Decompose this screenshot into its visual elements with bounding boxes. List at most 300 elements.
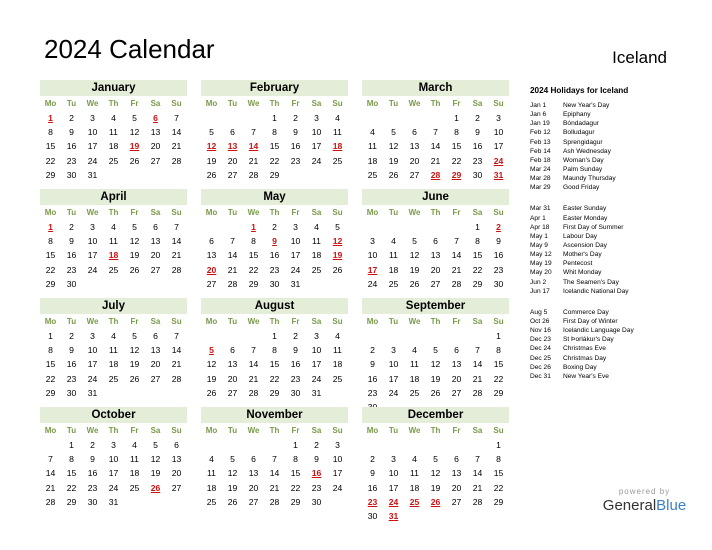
day-cell [362, 111, 383, 125]
day-cell: 21 [171, 250, 182, 261]
holiday-item [530, 344, 700, 353]
day-cell [222, 111, 243, 125]
weekday-label: Su [332, 208, 343, 217]
holiday-name: First Day of Winter [563, 317, 618, 325]
day-cell: 5 [230, 454, 235, 465]
day-cell: 19 [150, 468, 161, 479]
day-cell: 10 [388, 359, 399, 370]
day-cell: 13 [150, 236, 161, 247]
day-cell [82, 277, 103, 291]
holiday-day-cell: 5 [209, 345, 214, 356]
day-cell: 29 [269, 387, 280, 398]
day-cell: 7 [433, 127, 438, 138]
day-cell: 6 [230, 127, 235, 138]
holiday-date: Mar 29 [530, 184, 551, 192]
day-cell: 12 [129, 127, 140, 138]
weekday-header-row [362, 97, 509, 111]
day-cell: 19 [227, 482, 238, 493]
weekday-label: Fr [291, 208, 300, 217]
day-cell: 17 [108, 468, 119, 479]
holiday-date: Jan 6 [530, 111, 547, 119]
day-cell: 16 [87, 468, 98, 479]
week-row [40, 495, 187, 509]
week-row [362, 154, 509, 168]
holiday-date: Aug 5 [530, 308, 548, 316]
holiday-item [530, 183, 700, 192]
day-cell [201, 329, 222, 343]
week-row [362, 452, 509, 466]
weekday-header-row [201, 424, 348, 438]
weekday-label: Mo [366, 208, 379, 217]
weekday-label: Fr [130, 99, 139, 108]
holiday-date: Mar 31 [530, 205, 551, 213]
week-row [201, 438, 348, 452]
day-cell: 29 [45, 169, 56, 180]
weekday-label: Su [171, 426, 182, 435]
day-cell: 22 [45, 155, 56, 166]
holiday-item [530, 165, 700, 174]
day-cell: 7 [251, 127, 256, 138]
weekday-label: We [247, 317, 260, 326]
day-cell: 28 [269, 496, 280, 507]
week-row [362, 139, 509, 153]
day-cell [103, 386, 124, 400]
week-row [40, 248, 187, 262]
weekday-label: Tu [227, 208, 238, 217]
day-cell [124, 277, 145, 291]
day-cell: 18 [129, 468, 140, 479]
day-cell: 24 [332, 482, 343, 493]
holiday-name: New Year's Eve [563, 372, 609, 380]
week-row [201, 220, 348, 234]
day-cell: 16 [66, 141, 77, 152]
holiday-name: Commerce Day [563, 308, 609, 316]
day-cell: 28 [472, 387, 483, 398]
day-cell: 25 [129, 482, 140, 493]
holiday-name: Sprengidagur [563, 138, 603, 146]
day-cell: 10 [290, 236, 301, 247]
day-cell: 26 [409, 278, 420, 289]
day-cell: 29 [66, 496, 77, 507]
holiday-date: Feb 13 [530, 138, 551, 146]
day-cell: 31 [87, 169, 98, 180]
day-cell: 22 [290, 482, 301, 493]
holiday-date: May 20 [530, 269, 552, 277]
holiday-item [530, 119, 700, 128]
week-row [40, 168, 187, 182]
day-cell: 8 [293, 454, 298, 465]
holiday-date: Jun 17 [530, 287, 550, 295]
day-cell: 26 [129, 373, 140, 384]
day-cell: 4 [209, 454, 214, 465]
weekday-label: We [86, 99, 99, 108]
weekday-label: We [86, 317, 99, 326]
month-title: October [40, 407, 187, 423]
day-cell: 16 [472, 141, 483, 152]
day-cell: 12 [430, 359, 441, 370]
month-title: August [201, 298, 348, 314]
day-cell [40, 438, 61, 452]
holiday-item [530, 138, 700, 147]
day-cell [285, 168, 306, 182]
day-cell [362, 438, 383, 452]
day-cell: 29 [45, 387, 56, 398]
weekday-label: Sa [311, 208, 322, 217]
day-cell: 6 [433, 236, 438, 247]
month-june [362, 189, 509, 291]
day-cell: 19 [129, 359, 140, 370]
holiday-date: May 9 [530, 241, 548, 249]
weekday-label: Tu [227, 99, 238, 108]
day-cell: 19 [206, 373, 217, 384]
day-cell: 15 [451, 141, 462, 152]
holiday-day-cell: 12 [332, 236, 343, 247]
day-cell: 8 [496, 345, 501, 356]
holiday-day-cell: 6 [153, 113, 158, 123]
day-cell: 26 [206, 169, 217, 180]
weekday-label: We [408, 426, 421, 435]
day-cell: 6 [230, 345, 235, 356]
day-cell: 11 [333, 345, 342, 356]
week-row [362, 343, 509, 357]
week-row [362, 168, 509, 182]
day-cell: 14 [451, 250, 462, 261]
holiday-name: Bolludagur [563, 129, 595, 137]
holiday-date: Feb 18 [530, 156, 551, 164]
day-cell [404, 329, 425, 343]
day-cell: 8 [48, 127, 53, 138]
month-title: February [201, 80, 348, 96]
day-cell: 17 [290, 250, 301, 261]
holiday-item [530, 317, 700, 326]
weekday-label: Mo [44, 317, 57, 326]
day-cell [488, 509, 509, 523]
day-cell: 16 [66, 359, 77, 370]
day-cell: 30 [66, 387, 77, 398]
day-cell [404, 438, 425, 452]
week-row [362, 277, 509, 291]
week-row [201, 495, 348, 509]
week-row [201, 329, 348, 343]
weekday-label: Th [108, 317, 119, 326]
day-cell: 25 [311, 264, 322, 275]
day-cell: 25 [108, 373, 119, 384]
day-cell: 31 [311, 387, 322, 398]
day-cell [404, 220, 425, 234]
day-cell: 12 [129, 345, 140, 356]
day-cell: 26 [430, 387, 441, 398]
day-cell: 24 [108, 482, 119, 493]
weekday-label: Su [171, 99, 182, 108]
day-cell: 10 [367, 250, 378, 261]
holiday-item [530, 101, 700, 110]
day-cell [145, 386, 166, 400]
weekday-label: Fr [291, 99, 300, 108]
weekday-label: Mo [205, 426, 218, 435]
weekday-label: Th [108, 208, 119, 217]
week-row [201, 154, 348, 168]
holiday-day-cell: 19 [332, 250, 343, 261]
day-cell [467, 438, 488, 452]
day-cell: 28 [472, 496, 483, 507]
holiday-date: Apr 18 [530, 223, 550, 231]
weekday-label: Sa [472, 317, 483, 326]
holiday-date: Apr 1 [530, 214, 546, 222]
day-cell: 18 [388, 264, 399, 275]
day-cell: 29 [290, 496, 301, 507]
day-cell: 30 [66, 169, 77, 180]
week-row [201, 357, 348, 371]
weekday-label: We [408, 317, 421, 326]
week-row [201, 234, 348, 248]
day-cell [166, 168, 187, 182]
day-cell: 22 [66, 482, 77, 493]
day-cell: 23 [66, 264, 77, 275]
day-cell: 28 [227, 278, 238, 289]
day-cell [383, 220, 404, 234]
month-january [40, 80, 187, 182]
day-cell [327, 168, 348, 182]
week-row [201, 168, 348, 182]
month-title: January [40, 80, 187, 96]
day-cell: 4 [412, 345, 417, 356]
holiday-date: May 1 [530, 232, 548, 240]
weekday-label: Sa [472, 208, 483, 217]
week-row [40, 481, 187, 495]
day-cell: 6 [251, 454, 256, 465]
holiday-day-cell: 19 [129, 141, 140, 152]
month-title: November [201, 407, 348, 423]
day-cell: 9 [475, 127, 480, 138]
day-cell: 20 [227, 155, 238, 166]
day-cell: 7 [174, 331, 179, 341]
holiday-name: Palm Sunday [563, 165, 603, 173]
day-cell [404, 509, 425, 523]
day-cell: 7 [475, 454, 480, 465]
day-cell: 21 [171, 141, 182, 152]
holiday-day-cell: 1 [48, 113, 53, 123]
holiday-item [530, 204, 700, 213]
day-cell: 7 [251, 345, 256, 356]
day-cell: 18 [409, 373, 420, 384]
day-cell: 2 [293, 331, 298, 341]
day-cell: 20 [409, 155, 420, 166]
weekday-label: Th [430, 317, 441, 326]
day-cell: 27 [206, 278, 217, 289]
day-cell: 10 [332, 454, 343, 465]
weekday-label: We [247, 426, 260, 435]
day-cell: 26 [129, 264, 140, 275]
day-cell: 1 [272, 331, 277, 341]
month-title: April [40, 189, 187, 205]
day-cell [327, 495, 348, 509]
holiday-day-cell: 9 [272, 236, 277, 247]
day-cell: 11 [410, 468, 419, 479]
day-cell: 10 [87, 345, 98, 356]
day-cell: 2 [314, 440, 319, 450]
day-cell: 20 [430, 264, 441, 275]
day-cell: 26 [227, 496, 238, 507]
weekday-label: Tu [227, 317, 238, 326]
day-cell: 2 [475, 113, 480, 123]
day-cell: 3 [90, 113, 95, 123]
holiday-list [530, 86, 700, 393]
month-title: June [362, 189, 509, 205]
holiday-date: Jan 1 [530, 102, 547, 109]
day-cell: 2 [370, 454, 375, 465]
weekday-label: Tu [66, 317, 77, 326]
weekday-label: Fr [452, 208, 461, 217]
day-cell: 4 [314, 222, 319, 232]
day-cell: 3 [335, 440, 340, 450]
day-cell [425, 509, 446, 523]
weekday-label: Th [108, 99, 119, 108]
day-cell: 5 [412, 236, 417, 247]
day-cell: 2 [370, 345, 375, 356]
holiday-name: St Þorlákur's Day [563, 336, 614, 344]
day-cell: 15 [45, 250, 56, 261]
weekday-label: Fr [452, 317, 461, 326]
day-cell: 8 [496, 454, 501, 465]
holiday-day-cell: 13 [227, 141, 238, 152]
day-cell: 13 [409, 141, 420, 152]
week-row [40, 234, 187, 248]
day-cell: 5 [433, 345, 438, 356]
day-cell [383, 438, 404, 452]
holiday-day-cell: 18 [332, 141, 343, 152]
month-december [362, 407, 509, 523]
week-row [362, 357, 509, 371]
day-cell: 4 [111, 113, 116, 123]
day-cell: 4 [391, 236, 396, 247]
day-cell: 18 [108, 359, 119, 370]
day-cell: 13 [206, 250, 217, 261]
holiday-name: Ash Wednesday [563, 147, 611, 155]
day-cell [446, 438, 467, 452]
day-cell: 15 [269, 359, 280, 370]
day-cell: 9 [90, 454, 95, 465]
week-row [40, 357, 187, 371]
month-august [201, 298, 348, 400]
weekday-label: We [408, 99, 421, 108]
day-cell: 11 [368, 141, 377, 152]
weekday-label: Tu [66, 99, 77, 108]
week-row [362, 386, 509, 400]
day-cell: 5 [433, 454, 438, 465]
day-cell: 11 [389, 250, 398, 261]
day-cell: 14 [171, 127, 182, 138]
day-cell: 16 [367, 482, 378, 493]
month-april [40, 189, 187, 291]
weekday-label: Th [269, 317, 280, 326]
day-cell: 15 [248, 250, 259, 261]
holiday-item [530, 287, 700, 296]
day-cell [362, 329, 383, 343]
week-row [201, 372, 348, 386]
month-september [362, 298, 509, 414]
day-cell: 10 [108, 454, 119, 465]
day-cell: 23 [87, 482, 98, 493]
day-cell: 15 [290, 468, 301, 479]
day-cell: 23 [472, 155, 483, 166]
day-cell: 23 [367, 387, 378, 398]
day-cell: 31 [108, 496, 119, 507]
day-cell: 14 [227, 250, 238, 261]
day-cell: 3 [293, 222, 298, 232]
day-cell: 24 [388, 387, 399, 398]
weekday-label: We [86, 208, 99, 217]
day-cell: 28 [451, 278, 462, 289]
day-cell: 8 [251, 236, 256, 247]
day-cell [145, 495, 166, 509]
day-cell: 6 [209, 236, 214, 247]
day-cell: 8 [48, 345, 53, 356]
week-row [40, 125, 187, 139]
day-cell: 20 [171, 468, 182, 479]
weekday-header-row [362, 424, 509, 438]
day-cell: 8 [475, 236, 480, 247]
weekday-label: Fr [452, 426, 461, 435]
holiday-item [530, 363, 700, 372]
day-cell: 29 [45, 278, 56, 289]
day-cell [446, 329, 467, 343]
weekday-label: Su [171, 317, 182, 326]
day-cell: 16 [66, 250, 77, 261]
day-cell: 15 [493, 359, 504, 370]
holiday-name: Ascension Day [563, 241, 607, 249]
holiday-name: Maundy Thursday [563, 175, 616, 183]
day-cell: 30 [493, 278, 504, 289]
day-cell: 21 [248, 155, 259, 166]
holiday-item [530, 308, 700, 317]
day-cell: 12 [150, 454, 161, 465]
day-cell: 6 [454, 454, 459, 465]
week-row [40, 277, 187, 291]
weekday-label: Sa [311, 426, 322, 435]
month-title: July [40, 298, 187, 314]
day-cell: 27 [248, 496, 259, 507]
weekday-label: Fr [452, 99, 461, 108]
holiday-day-cell: 12 [206, 141, 217, 152]
day-cell: 11 [109, 345, 118, 356]
holiday-date: Nov 16 [530, 327, 551, 335]
brand-logo[interactable] [587, 487, 702, 514]
day-cell: 7 [174, 222, 179, 232]
day-cell: 11 [333, 127, 342, 138]
day-cell: 28 [248, 387, 259, 398]
weekday-header-row [40, 97, 187, 111]
day-cell: 3 [391, 345, 396, 356]
weekday-header-row [362, 315, 509, 329]
day-cell: 16 [269, 250, 280, 261]
day-cell: 13 [150, 345, 161, 356]
day-cell: 28 [171, 373, 182, 384]
holiday-day-cell: 18 [108, 250, 119, 261]
day-cell: 8 [48, 236, 53, 247]
day-cell: 3 [90, 331, 95, 341]
month-may [201, 189, 348, 291]
holiday-item [530, 241, 700, 250]
weekday-label: Sa [150, 99, 161, 108]
day-cell: 27 [430, 278, 441, 289]
day-cell: 22 [269, 155, 280, 166]
weekday-label: Mo [44, 99, 57, 108]
day-cell: 11 [109, 236, 118, 247]
day-cell: 11 [312, 236, 321, 247]
holiday-name: Whit Monday [563, 269, 602, 277]
holiday-name: Labour Day [563, 232, 598, 240]
holiday-date: May 12 [530, 251, 552, 259]
